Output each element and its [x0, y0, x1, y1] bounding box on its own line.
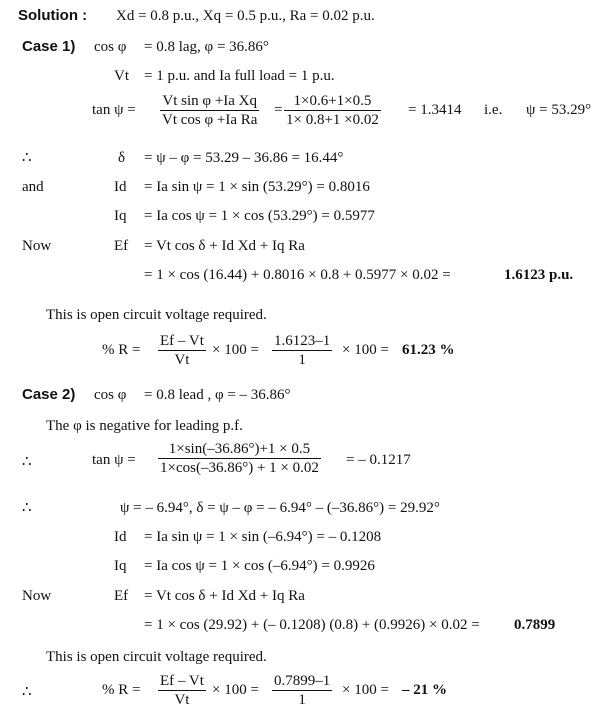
case2-id-rhs: = Ia sin ψ = 1 × sin (–6.94°) = – 0.1208 — [144, 529, 382, 545]
case1-ef-calc: = 1 × cos (16.44) + 0.8016 × 0.8 + 0.5977 × 0.02 = — [144, 267, 451, 283]
case2-iq-lhs: Iq — [114, 558, 127, 574]
case2-ef-lhs: Ef — [114, 588, 129, 604]
case2-ocv-text: This is open circuit voltage required. — [46, 649, 267, 665]
case1-vt-row — [0, 66, 614, 90]
case2-neg-text: The φ is negative for leading p.f. — [46, 418, 243, 434]
case2-r-mid: × 100 = — [212, 682, 259, 698]
case1-delta-lhs: δ — [118, 150, 126, 166]
case1-and: and — [22, 179, 44, 195]
case1-tan-den2: 1× 0.8+1 ×0.02 — [286, 112, 379, 128]
case1-cos-rhs: = 0.8 lag, φ = 36.86° — [144, 39, 269, 55]
case2-ef-calc: = 1 × cos (29.92) + (– 0.1208) (0.8) + (0.9926) × 0.02 = — [144, 617, 480, 633]
case2-ocv-row — [0, 647, 614, 671]
case1-r-num1: Ef – Vt — [160, 333, 204, 349]
case2-id-row — [0, 527, 614, 551]
case1-id-row — [0, 177, 614, 201]
case2-r-num1: Ef – Vt — [160, 673, 204, 689]
case2-iq-row — [0, 556, 614, 580]
case1-delta-rhs: = ψ – φ = 53.29 – 36.86 = 16.44° — [144, 150, 344, 166]
case1-label: Case 1) — [22, 38, 76, 55]
case2-tan-rhs: = – 0.1217 — [346, 452, 411, 468]
case1-r-den2: 1 — [272, 350, 332, 369]
case1-tan-row — [0, 92, 614, 132]
case1-iq-rhs: = Ia cos ψ = 1 × cos (53.29°) = 0.5977 — [144, 208, 375, 224]
case1-ef-row — [0, 236, 614, 260]
case1-vt-rhs: = 1 p.u. and Ia full load = 1 p.u. — [144, 68, 335, 84]
case1-regulation-row — [0, 332, 614, 372]
case2-r-tail: × 100 = — [342, 682, 389, 698]
case2-r-result: – 21 % — [402, 682, 447, 698]
case2-tan-row — [0, 440, 614, 480]
case1-tan-eq: = — [274, 102, 283, 118]
case1-tan-num2: 1×0.6+1×0.5 — [293, 93, 372, 109]
case1-ef-lhs: Ef — [114, 238, 129, 254]
case2-therefore-3: ∴ — [22, 684, 32, 700]
case2-cos-rhs: = 0.8 lead , φ = – 36.86° — [144, 387, 291, 403]
case1-tan-psi: ψ = 53.29° — [526, 102, 592, 118]
case2-tan-num: 1×sin(–36.86°)+1 × 0.5 — [168, 441, 311, 457]
case1-ocv-row — [0, 305, 614, 329]
case1-cos-row — [0, 37, 614, 61]
case1-tan-lhs: tan ψ = — [92, 102, 136, 118]
case1-vt-lhs: Vt — [114, 68, 129, 84]
case1-id-rhs: = Ia sin ψ = 1 × sin (53.29°) = 0.8016 — [144, 179, 370, 195]
case2-r-num2: 0.7899–1 — [274, 673, 331, 689]
case1-cos-lhs: cos φ — [94, 39, 127, 55]
case2-ef-row — [0, 586, 614, 610]
case1-r-mid: × 100 = — [212, 342, 259, 358]
case2-cos-row — [0, 385, 614, 409]
case1-r-den1: Vt — [158, 350, 206, 369]
case1-tan-den1: Vt cos φ +Ia Ra — [162, 112, 258, 128]
case1-now: Now — [22, 238, 52, 254]
case2-id-lhs: Id — [114, 529, 127, 545]
case2-cos-lhs: cos φ — [94, 387, 127, 403]
case1-therefore: ∴ — [22, 150, 32, 166]
case2-now: Now — [22, 588, 52, 604]
case1-r-tail: × 100 = — [342, 342, 389, 358]
case1-r-num2: 1.6123–1 — [274, 333, 331, 349]
case1-id-lhs: Id — [114, 179, 127, 195]
case2-r-fraction-1 — [158, 672, 206, 709]
case2-r-den2: 1 — [272, 690, 332, 709]
case2-tan-den: 1×cos(–36.86°) + 1 × 0.02 — [160, 460, 319, 476]
case2-ef-result: 0.7899 — [514, 617, 556, 633]
case2-therefore-2: ∴ — [22, 500, 32, 516]
case2-tan-fraction — [158, 440, 321, 477]
case1-iq-lhs: Iq — [114, 208, 127, 224]
case1-r-lhs: % R = — [102, 342, 141, 358]
case1-tan-fraction-1 — [160, 92, 259, 129]
case2-r-den1: Vt — [158, 690, 206, 709]
case2-iq-rhs: = Ia cos ψ = 1 × cos (–6.94°) = 0.9926 — [144, 558, 375, 574]
case2-ef-rhs: = Vt cos δ + Id Xd + Iq Ra — [144, 588, 305, 604]
case2-psi-rhs: ψ = – 6.94°, δ = ψ – φ = – 6.94° – (–36.86°) = 29.92° — [120, 500, 440, 516]
given-values: Xd = 0.8 p.u., Xq = 0.5 p.u., Ra = 0.02 p.u. — [116, 8, 375, 24]
case2-ef-calc-row — [0, 615, 614, 639]
case1-r-fraction-1 — [158, 332, 206, 369]
case1-tan-ie: i.e. — [484, 102, 503, 118]
case2-regulation-row — [0, 672, 614, 712]
case2-label: Case 2) — [22, 386, 76, 403]
case2-r-lhs: % R = — [102, 682, 141, 698]
solution-row — [0, 6, 614, 30]
solution-label: Solution : — [18, 7, 88, 24]
case2-psi-row — [0, 498, 614, 522]
case2-negative-row — [0, 416, 614, 440]
case1-tan-fraction-2 — [284, 92, 381, 129]
case1-ocv-text: This is open circuit voltage required. — [46, 307, 267, 323]
case2-tan-lhs: tan ψ = — [92, 452, 136, 468]
case1-iq-row — [0, 206, 614, 230]
case1-ef-result: 1.6123 p.u. — [504, 267, 574, 283]
case1-tan-num1: Vt sin φ +Ia Xq — [162, 93, 258, 109]
case1-r-fraction-2 — [272, 332, 332, 369]
case1-delta-row — [0, 148, 614, 172]
case1-ef-rhs: = Vt cos δ + Id Xd + Iq Ra — [144, 238, 305, 254]
case1-tan-rhs: = 1.3414 — [408, 102, 462, 118]
case1-r-result: 61.23 % — [402, 342, 455, 358]
case2-r-fraction-2 — [272, 672, 332, 709]
case2-therefore-1: ∴ — [22, 454, 32, 470]
case1-ef-calc-row — [0, 265, 614, 289]
